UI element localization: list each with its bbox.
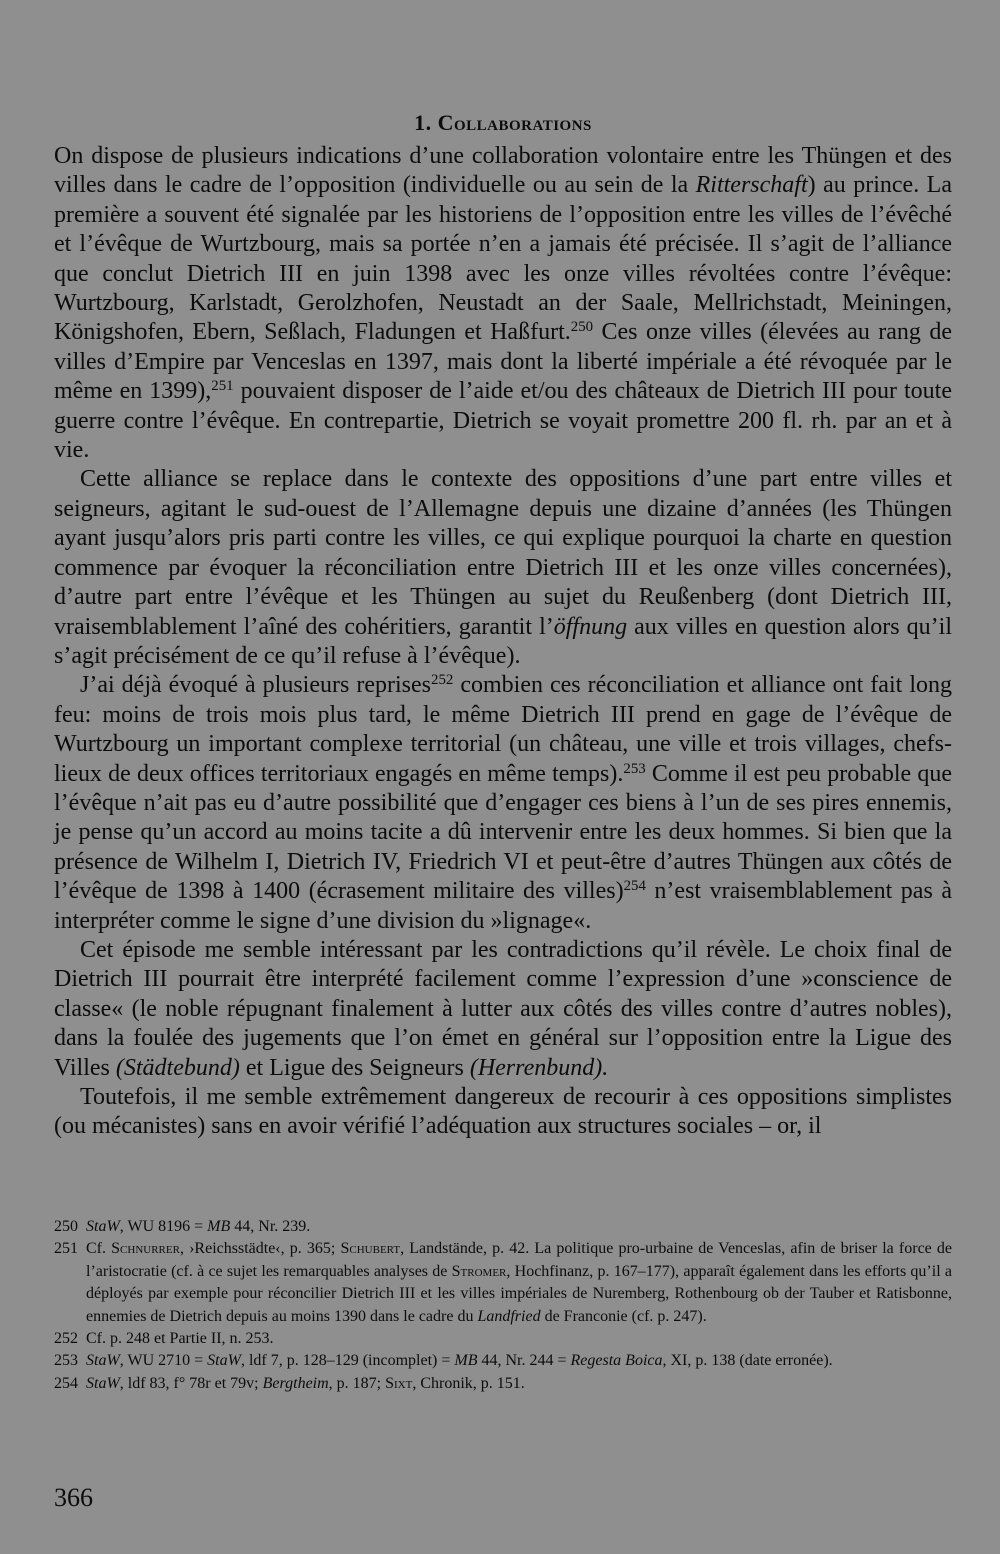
- text-segment: (Städtebund): [115, 1054, 240, 1081]
- text-segment: Bergtheim: [262, 1374, 329, 1392]
- text-segment: MB: [207, 1218, 231, 1235]
- footnote-ref[interactable]: 253: [623, 760, 646, 777]
- text-segment: Comme il est peu probable que l’évêque n’ait pas eu d’autre possibilité que d’engager ces biens à l’un de ses pires ennemis, je pense qu’un accord au moins tacite a dû intervenir entre les deux hommes. Si bien que la présence de Wilhelm I, Dietrich IV, Friedrich VI et peut-être d’autres Thüngen aux côtés de l’évêque de 1398 à 1400 (écrasement militaire des villes): [54, 760, 952, 905]
- text-segment: öffnung: [553, 613, 628, 640]
- text-segment: Cf. p. 248 et Partie II, n. 253.: [86, 1330, 274, 1348]
- text-segment: , Landstände, p. 42. La politique pro-urbaine de Venceslas, afin de briser la force de l’aristocratie (cf. à ce sujet les remarquables analyses de: [86, 1240, 953, 1280]
- text-segment: , XI, p. 138 (date erronée).: [662, 1352, 833, 1370]
- paragraph: [54, 142, 952, 465]
- text-segment: Cette alliance se replace dans le contexte des oppositions d’une part entre villes et seigneurs, agitant le sud-ouest de l’Allemagne depuis une dizaine d’années (les Thüngen ayant jusqu’alors pris parti contre les villes, ce qui explique pourquoi la charte en question commence par évoquer la réconciliation entre Dietrich III et les onze villes concernées), d’autre part entre l’évêque et les Thüngen au sujet du Reußenberg (dont Dietrich III, vraisemblablement l’aîné des cohéritiers, garantit l’: [54, 466, 952, 640]
- text-segment: StaW: [86, 1374, 120, 1392]
- paragraph: [54, 1083, 952, 1142]
- text-segment: MB: [454, 1352, 478, 1370]
- text-segment: StaW: [207, 1352, 241, 1370]
- text-segment: , WU 8196 =: [119, 1218, 208, 1235]
- footnote-ref[interactable]: 250: [570, 319, 594, 336]
- footnote-ref[interactable]: 251: [211, 378, 234, 395]
- text-segment: , WU 2710 =: [119, 1352, 208, 1370]
- text-segment: Schubert: [340, 1240, 401, 1258]
- footnote-ref[interactable]: 252: [431, 672, 454, 689]
- text-segment: Landfried: [477, 1307, 541, 1325]
- footnote-ref[interactable]: 254: [623, 877, 646, 894]
- text-segment: Toutefois, il me semble extrêmement dangereux de recourir à ces oppositions simplistes (ou mécanistes) sans en avoir vérifié l’adéquation aux structures sociales – or, il: [54, 1084, 952, 1140]
- paragraph: [54, 936, 952, 1083]
- section-title: 1. Collaborations: [414, 110, 592, 135]
- text-segment: , ›Reichsstädte‹, p. 365;: [179, 1240, 341, 1258]
- page-number: 366: [54, 1483, 93, 1512]
- text-segment: , Hochfinanz, p. 167–177), apparaît également dans les efforts qu’il a déployés par exemple pour réconcilier Dietrich III et les villes impériales de Nuremberg, Rothenbourg ob der Tauber et Ratisbonne, ennemies de Dietrich depuis au moins 1390 dans le cadre du: [86, 1262, 952, 1325]
- footnote: [54, 1373, 952, 1395]
- text-segment: 44, Nr. 239.: [230, 1218, 311, 1235]
- text-segment: , Chronik, p. 151.: [412, 1374, 525, 1392]
- text-segment: aux villes en question alors qu’il s’agit précisément de ce qu’il refuse à l’évêque).: [54, 613, 952, 669]
- paragraph: [54, 671, 952, 936]
- text-segment: On dispose de plusieurs indications d’une collaboration volontaire entre les Thüngen et des villes dans le cadre de l’opposition (individuelle ou au sein de la: [54, 143, 952, 199]
- paragraph: [54, 465, 952, 671]
- footnotes: [54, 1216, 952, 1395]
- text-segment: (Herrenbund).: [469, 1054, 609, 1081]
- footnote-number: 254: [54, 1374, 78, 1392]
- footnote: [54, 1238, 952, 1328]
- text-segment: Stromer: [451, 1262, 507, 1280]
- text-segment: Schnurrer: [111, 1240, 180, 1258]
- text-segment: pouvaient disposer de l’aide et/ou des châteaux de Dietrich III pour toute guerre contre l’évêque. En contrepartie, Dietrich se voyait promettre 200 fl. rh. par an et à vie.: [54, 378, 952, 464]
- text-segment: Cf.: [86, 1240, 112, 1258]
- text-segment: et Ligue des Seigneurs: [239, 1054, 470, 1081]
- main-text: [54, 142, 952, 1142]
- footnote-number: 253: [54, 1352, 78, 1370]
- footnote-number: 252: [54, 1330, 78, 1348]
- footnote: [54, 1350, 952, 1372]
- footnote: [54, 1328, 952, 1350]
- text-segment: n’est vraisemblablement pas à interpréter comme le signe d’une division du »lignage«.: [54, 878, 952, 934]
- footnote-number: 251: [54, 1240, 78, 1258]
- text-segment: Regesta Boica: [570, 1352, 663, 1370]
- text-segment: combien ces réconciliation et alliance ont fait long feu: moins de trois mois plus tard, le même Dietrich III prend en gage de l’évêque de Wurtzbourg un important complexe territorial (un château, une ville et trois villages, chefs-lieux de deux offices territoriaux engagés en même temps).: [54, 672, 952, 787]
- text-segment: StaW: [86, 1218, 120, 1235]
- footnote-number: 250: [54, 1218, 78, 1235]
- text-segment: 44, Nr. 244 =: [477, 1352, 571, 1370]
- text-segment: StaW: [86, 1352, 120, 1370]
- text-segment: ) au prince. La première a souvent été signalée par les historiens de l’opposition entre les villes de l’évêché et l’évêque de Wurtzbourg, mais sa portée n’en a jamais été précisée. Il s’agit de l’alliance que conclut Dietrich III en juin 1398 avec les onze villes révoltées contre l’évêque: Wurtzbourg, Karlstadt, Gerolzhofen, Neustadt an der Saale, Mellrichstadt, Meiningen, Königshofen, Ebern, Seßlach, Fladungen et Haßfurt.: [54, 172, 952, 346]
- page-body: [54, 108, 952, 1142]
- text-segment: Sixt: [385, 1374, 413, 1392]
- footnote: [54, 1216, 952, 1238]
- text-segment: , ldf 7, p. 128–129 (incomplet) =: [240, 1352, 455, 1370]
- text-segment: , ldf 83, f° 78r et 79v;: [119, 1374, 263, 1392]
- text-segment: Cet épisode me semble intéressant par les contradictions qu’il révèle. Le choix final de Dietrich III pourrait être interprété facilement comme l’expression d’une »conscience de classe« (le noble répugnant finalement à lutter aux côtés des villes contre d’autres nobles), dans la foulée des jugements que l’on émet en général sur l’opposition entre la Ligue des Villes: [54, 936, 952, 1081]
- text-segment: , p. 187;: [328, 1374, 386, 1392]
- text-segment: Ces onze villes (élevées au rang de villes d’Empire par Venceslas en 1397, mais dont la liberté impériale a été révoquée par le même en 1399),: [54, 319, 953, 405]
- text-segment: Ritterschaft: [695, 172, 808, 199]
- text-segment: de Franconie (cf. p. 247).: [540, 1307, 707, 1325]
- text-segment: J’ai déjà évoqué à plusieurs reprises: [80, 672, 431, 699]
